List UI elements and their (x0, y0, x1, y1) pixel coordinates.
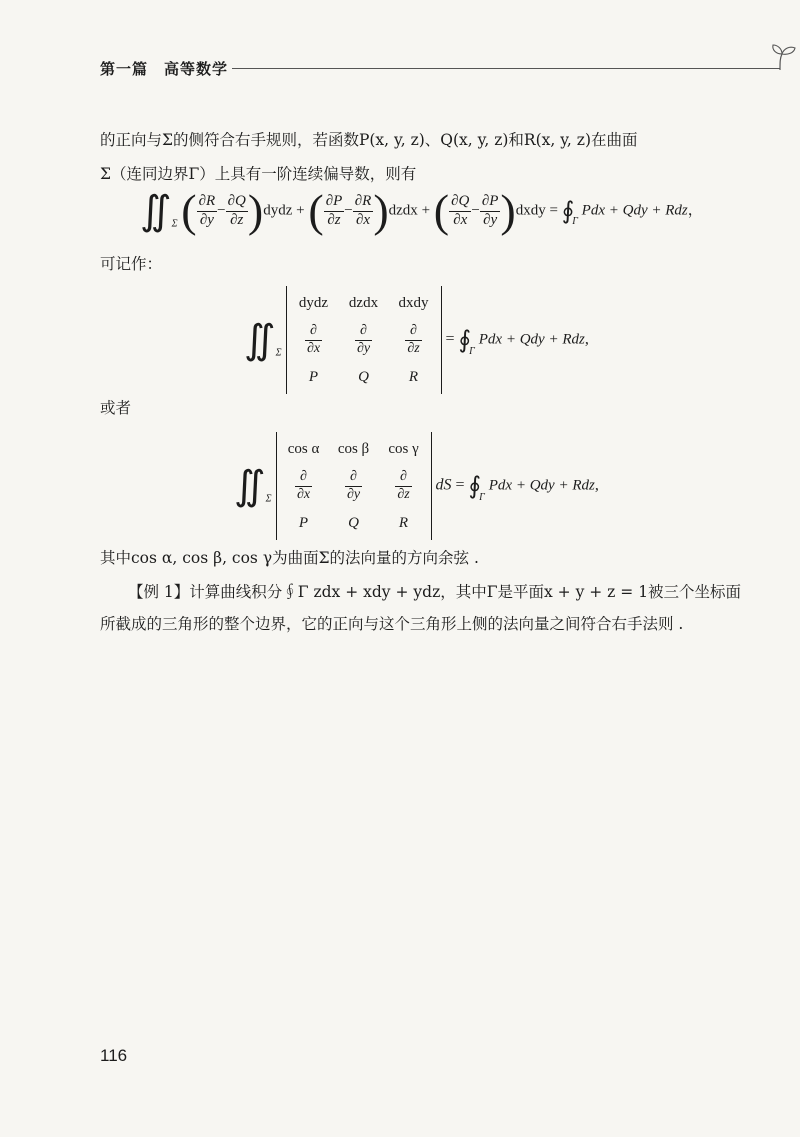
header-title: 第一篇 高等数学 (100, 60, 229, 78)
page-number: 116 (100, 1046, 128, 1065)
example-line-1: 【例 1】计算曲线积分∮Γ zdx + xdy + ydz，其中Γ是平面x + y + z = 1被三个坐标面 (128, 583, 742, 601)
page-header (100, 58, 700, 88)
determinant-2: cos α cos β cos γ $\frac{\partial}{\partial x}$ $\frac{\partial}{\partial y}$ $\frac{\partial}{\partial z}$ P Q R (276, 432, 432, 540)
determinant-equation-1: $∬_\Sigma$ dydz dzdx dxdy $\frac{\partial}{\partial x}$ $\frac{\partial}{\partial y}$ $\frac{\partial}{\partial z}$ P Q R = $∮_\Gamma$ Pdx + Qdy + Rdz, (244, 286, 589, 394)
paragraph-line-1: 的正向与Σ的侧符合右手规则，若函数P(x, y, z)、Q(x, y, z)和R(x, y, z)在曲面 (100, 131, 638, 149)
sprout-icon (768, 40, 798, 72)
header-rule (232, 68, 780, 69)
paragraph-line-2: Σ（连同边界Γ）上具有一阶连续偏导数，则有 (100, 165, 417, 183)
example-line-2: 所截成的三角形的整个边界，它的正向与这个三角形上侧的法向量之间符合右手法则 . (100, 615, 684, 633)
determinant-1: dydz dzdx dxdy $\frac{\partial}{\partial x}$ $\frac{\partial}{\partial y}$ $\frac{\partial}{\partial z}$ P Q R (286, 286, 442, 394)
paragraph-line-4: 或者 (100, 399, 132, 417)
paragraph-line-3: 可记作： (100, 255, 163, 273)
determinant-equation-2: $∬_\Sigma$ cos α cos β cos γ $\frac{\partial}{\partial x}$ $\frac{\partial}{\partial y}$ $\frac{\partial}{\partial z}$ P Q R dS = $∮_\Gamma$ Pdx + Qdy + Rdz, (234, 432, 599, 540)
stokes-equation: $∬_\Sigma$ ( $\frac{\partial R}{\partial y}$ − $\frac{\partial Q}{\partial z}$ )dydz + ( $\frac{\partial P}{\partial z}$ − $\frac{\partial R}{\partial x}$ )dzdx + ( $\frac{\partial Q}{\partial x}$ − $\frac{\partial P}{\partial y}$ )dxdy = $∮_\Gamma$ Pdx + Qdy + Rdz， (140, 185, 703, 236)
paragraph-line-5: 其中cos α, cos β, cos γ为曲面Σ的法向量的方向余弦 . (100, 549, 479, 567)
